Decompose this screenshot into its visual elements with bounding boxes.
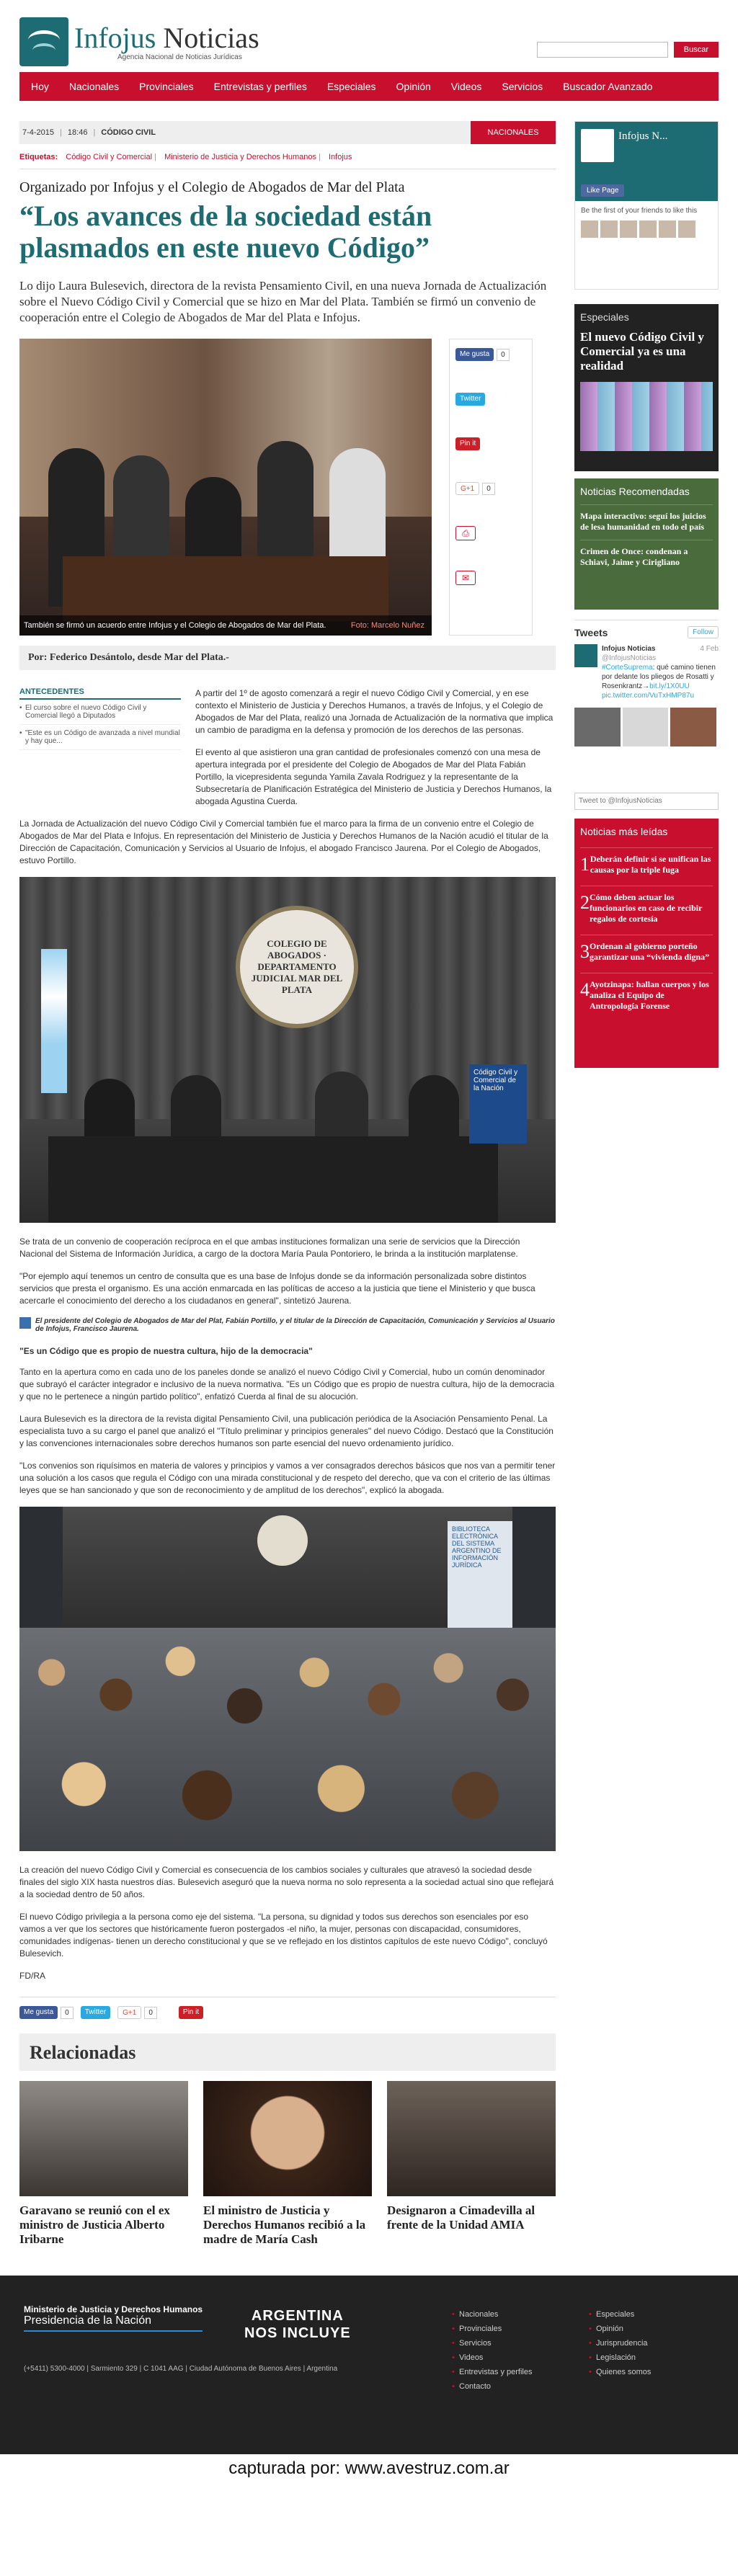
date-bar: 7-4-2015 | 18:46 | CÓDIGO CIVIL NACIONALES xyxy=(19,121,556,144)
page xyxy=(19,0,719,2247)
nav-servicios[interactable]: Servicios xyxy=(502,81,543,92)
ministerio-name: Ministerio de Justicia y Derechos Humanos xyxy=(24,2304,203,2314)
list-item-title[interactable]: Ayotzinapa: hallan cuerpos y los analiza el Equipo de Antropología Forense xyxy=(590,979,709,1011)
especiales-widget xyxy=(574,304,719,471)
argentina-logo xyxy=(244,2307,351,2342)
search-input[interactable] xyxy=(537,42,668,58)
mas-leidas-widget xyxy=(574,819,719,1068)
tweet-date: 4 Feb xyxy=(700,645,719,653)
follow-button[interactable]: Follow xyxy=(688,626,719,638)
especial-title[interactable]: El nuevo Código Civil y Comercial ya es una realidad xyxy=(580,330,704,373)
photo-caption xyxy=(19,1317,556,1333)
pinterest-button[interactable]: Pin it xyxy=(179,2006,203,2019)
footer-link[interactable]: • Contacto xyxy=(452,2382,532,2391)
footer-address: (+5411) 5300-4000 | Sarmiento 329 | C 1041 AAG | Ciudad Autónoma de Buenos Aires | Argentina xyxy=(24,2365,338,2373)
footer-link[interactable]: • Especiales xyxy=(589,2310,651,2319)
saij-banner: BIBLIOTECA ELECTRÓNICA DEL SISTEMA ARGENTINO DE INFORMACIÓN JURÍDICA xyxy=(448,1521,512,1636)
especial-image[interactable] xyxy=(580,382,713,451)
paragraph: Tanto en la apertura como en cada uno de los paneles donde se analizó el nuevo Código Civil y Comercial, hubo un común denominador que subrayó el carácter integrador e inclusivo de la nueva normativa. "Es un Código que es propio de nuestra cultura, hijo de la democracia y que no le pertenece a ningún partido político", enfatizó Cuerda al final de su alocución. xyxy=(19,1367,555,1401)
site-footer xyxy=(0,2276,738,2454)
tags-row: Etiquetas: Código Civil y Comercial | Ministerio de Justicia y Derechos Humanos | Infojus xyxy=(19,144,556,169)
paragraph: La creación del nuevo Código Civil y Comercial es consecuencia de los cambios sociales y culturales que atravesó la sociedad desde finales del siglo XIX hasta nuestros días. Bulesevich aseguró que la nueva norma no solo representa a la sociedad actual sino que reflejará a la sociedad dentro de 50 años. xyxy=(19,1865,554,1899)
related-news xyxy=(19,2033,556,2247)
argentina-text: ARGENTINA xyxy=(251,2308,344,2324)
footer-link[interactable]: • Provinciales xyxy=(452,2325,532,2333)
google-plus-button[interactable]: G+1 xyxy=(117,2006,141,2019)
tweet-handle[interactable]: @InfojusNoticias xyxy=(602,654,657,662)
avatar[interactable] xyxy=(659,220,676,238)
article xyxy=(19,121,556,2247)
colegio-seal xyxy=(236,906,358,1028)
nav-nacionales[interactable]: Nacionales xyxy=(68,81,120,92)
google-plus-count: 0 xyxy=(482,483,495,495)
share-sidebar xyxy=(449,339,533,636)
logo-icon xyxy=(19,17,68,66)
widget-heading: Noticias más leídas xyxy=(580,826,668,837)
photo-credit: Foto: Marcelo Nuñez xyxy=(350,621,424,630)
list-item-title[interactable]: Ordenan al gobierno porteño garantizar una “vivienda digna” xyxy=(590,941,710,962)
facebook-note: Be the first of your friends to like this xyxy=(581,207,698,215)
related-item[interactable] xyxy=(387,2081,556,2247)
related-thumbnail[interactable] xyxy=(19,2081,188,2196)
footer-link[interactable]: • Nacionales xyxy=(452,2310,532,2319)
facebook-like-count: 0 xyxy=(497,349,510,361)
capture-credit: capturada por: www.avestruz.com.ar xyxy=(228,2459,510,2478)
ministerio-logo[interactable] xyxy=(24,2304,203,2332)
recommended-link[interactable]: Crimen de Once: condenan a Schiavi, Jaime y Cirigliano xyxy=(580,540,713,568)
recommended-link[interactable]: Mapa interactivo: seguí los juicios de lesa humanidad en todo el país xyxy=(580,504,713,532)
google-plus-button[interactable]: G+1 xyxy=(455,482,479,495)
footer-links xyxy=(452,2310,532,2397)
logo-word-noticias: Noticias xyxy=(163,21,259,54)
list-item[interactable] xyxy=(580,935,713,963)
colegio-seal xyxy=(257,1515,308,1566)
nav-videos[interactable]: Videos xyxy=(450,81,482,92)
tag-link[interactable]: Código Civil y Comercial xyxy=(66,153,153,161)
article-author: Por: Federico Desántolo, desde Mar del Plata.- xyxy=(19,646,556,670)
list-item[interactable] xyxy=(580,847,713,875)
twitter-share-button[interactable]: Twitter xyxy=(455,393,485,406)
sidebar xyxy=(574,121,719,2247)
nav-opinion[interactable]: Opinión xyxy=(396,81,431,92)
photo-caption-text: El presidente del Colegio de Abogados de Mar del Plat, Fabián Portillo, y el titular de la Dirección de Capacitación, Comunicación y Servicios al Usuario de Infojus, Francisco Jaurena. xyxy=(35,1317,555,1333)
tweet-images[interactable] xyxy=(574,708,719,746)
article-subheading: "Es un Código que es propio de nuestra cultura, hijo de la democracia" xyxy=(19,1346,313,1356)
footer-link[interactable]: • Quienes somos xyxy=(589,2368,651,2376)
section-badge[interactable]: NACIONALES xyxy=(471,121,556,144)
article-title: “Los avances de la sociedad están plasmados en este nuevo Código” xyxy=(19,200,432,264)
share-bar-bottom xyxy=(19,1997,556,2019)
tag-link[interactable]: Infojus xyxy=(328,153,352,161)
related-item[interactable] xyxy=(203,2081,372,2247)
paragraph: La Jornada de Actualización del nuevo Código Civil y Comercial también fue el marco para la firma de un convenio entre el Colegio de Abogados de Mar del Plata e Infojus. En representación del Ministerio de Justicia y Derechos Humanos de la Nación acudió el titular de la Dirección de Capacitación, Comunicación y Servicios al Usuario de Infojus, el abogado Francisco Jaurena. Por el Colegio de Abogados, estuvo Portillo. xyxy=(19,819,548,865)
tweet-hashtag[interactable]: #CorteSuprema xyxy=(602,664,653,672)
logo-subtitle: Agencia Nacional de Noticias Jurídicas xyxy=(117,53,242,61)
twitter-share-button[interactable]: Twitter xyxy=(81,2006,110,2019)
rank-number: 4 xyxy=(580,979,590,1000)
footer-link[interactable]: • Jurisprudencia xyxy=(589,2339,651,2348)
avatar[interactable] xyxy=(574,644,597,667)
search-button[interactable]: Buscar xyxy=(674,42,719,58)
recomendadas-widget xyxy=(574,478,719,610)
codigo-book: Código Civil y Comercial de la Nación xyxy=(469,1064,527,1144)
nav-provinciales[interactable]: Provinciales xyxy=(139,81,194,92)
nav-especiales[interactable]: Especiales xyxy=(326,81,376,92)
nav-buscador-avanzado[interactable]: Buscador Avanzado xyxy=(563,81,653,92)
paragraph: Se trata de un convenio de cooperación recíproca en el que ambas instituciones formalizan una serie de servicios que la Dirección Nacional del Sistema de Información Jurídica, a cargo de la doctora María Paula Pontoriero, le brinda a la institución marplatense. xyxy=(19,1236,520,1259)
avatar[interactable] xyxy=(639,220,657,238)
related-title[interactable]: Garavano se reunió con el ex ministro de Justicia Alberto Iribarne xyxy=(19,2203,170,2246)
paragraph: Laura Bulesevich es la directora de la revista digital Pensamiento Civil, una publicación periódica de la Asociación Pensamiento Penal. La especialista tuvo a su cargo el panel que analizó el "Título preliminar y principios generales" del nuevo Código. Destacó que la Constitución y las convenciones internacionales sobre derechos humanos son parte esencial del nuevo ordenamiento jurídico. xyxy=(19,1414,554,1448)
article-date: 7-4-2015 xyxy=(22,128,55,137)
widget-heading: Noticias Recomendadas xyxy=(580,486,690,497)
pinterest-button[interactable]: Pin it xyxy=(455,437,480,450)
tweet-to-input[interactable]: Tweet to @InfojusNoticias xyxy=(574,793,719,810)
nav-entrevistas[interactable]: Entrevistas y perfiles xyxy=(213,81,307,92)
footer-link[interactable]: • Servicios xyxy=(452,2339,532,2348)
footer-link[interactable]: • Entrevistas y perfiles xyxy=(452,2368,532,2376)
related-title[interactable]: Designaron a Cimadevilla al frente de la Unidad AMIA xyxy=(387,2203,535,2232)
seal-text: COLEGIO DE ABOGADOS · DEPARTAMENTO JUDICIAL MAR DEL PLATA xyxy=(251,938,343,995)
list-item-title[interactable]: Cómo deben actuar los funcionarios en caso de recibir regalos de cortesía xyxy=(590,892,703,924)
paragraph: El nuevo Código privilegia a la persona como eje del sistema. "La persona, su dignidad y todos sus derechos son esenciales por eso vamos a ver que los sectores que históricamente fueron postergados -el niño, la mujer, personas con discapacidad, consumidores, comunidades indígenas- tienen un derecho constitucional y que se ve reflejado en los distintos capítulos de este nuevo Código", concluyó Bulesevich. xyxy=(19,1912,548,1958)
antecedente-link[interactable]: • "Este es un Código de avanzada a nivel mundial y hay que... xyxy=(19,725,181,750)
footer-links xyxy=(589,2310,651,2382)
paragraph: El evento al que asistieron una gran cantidad de profesionales comenzó con una mesa de apertura integrada por el presidente del Colegio de Abogados de Mar del Plata Fabián Portillo, la vicepresidenta segunda Yamila Zavala Rodriguez y la representante de la Subsecretaría de Planificación Estratégica del Ministerio de Justicia y Derechos Humanos, la abogada Agustina Cuerda. xyxy=(195,747,552,806)
related-item[interactable] xyxy=(19,2081,188,2247)
footer-link[interactable]: • Videos xyxy=(452,2353,532,2362)
presidencia-name: Presidencia de la Nación xyxy=(24,2314,203,2332)
widget-heading: Especiales xyxy=(580,311,629,323)
facebook-page-name[interactable]: Infojus N... xyxy=(618,130,668,142)
article-category[interactable]: CÓDIGO CIVIL xyxy=(101,128,156,137)
article-kicker: Organizado por Infojus y el Colegio de Abogados de Mar del Plata xyxy=(19,179,405,195)
article-main-photo xyxy=(19,339,432,636)
nav-hoy[interactable]: Hoy xyxy=(31,81,49,92)
related-title[interactable]: El ministro de Justicia y Derechos Humanos recibió a la madre de María Cash xyxy=(203,2203,366,2246)
tweet-link[interactable]: pic.twitter.com/VuTxHMP87u xyxy=(602,692,695,700)
avatar[interactable] xyxy=(581,220,598,238)
google-plus-count: 0 xyxy=(144,2007,157,2019)
facebook-like-button[interactable]: Me gusta xyxy=(19,2006,58,2019)
list-item[interactable] xyxy=(580,886,713,924)
tags-label: Etiquetas: xyxy=(19,153,58,161)
tweet-text: : qué camino tienen por delante los pliegos de Rosatti y Rosenkrantz→ xyxy=(602,664,716,690)
article-time: 18:46 xyxy=(67,128,88,137)
paragraph: "Los convenios son riquísimos en materia de valores y principios y vamos a ver consagrados derechos básicos que nos van a permitir tener una solución a los casos que regula el Código con una mirada constitucional y de respeto del derecho, que va con el criterio de las últimas leyes que se han sancionado y que son de reconocimiento y de amplitud de los derechos", explicó la abogada. xyxy=(19,1461,556,1495)
facebook-like-count: 0 xyxy=(61,2007,74,2019)
related-heading: Relacionadas xyxy=(19,2033,556,2071)
main-nav xyxy=(19,72,719,101)
rank-number: 3 xyxy=(580,941,590,962)
site-header xyxy=(19,0,719,72)
tweet xyxy=(574,644,719,700)
tweet-user[interactable]: Infojus Noticias xyxy=(602,645,656,653)
widget-heading: Tweets xyxy=(574,626,608,638)
antecedentes-box xyxy=(19,687,181,818)
tag-link[interactable]: Ministerio de Justicia y Derechos Humanos xyxy=(164,153,316,161)
related-thumbnail[interactable] xyxy=(203,2081,372,2196)
avatar[interactable] xyxy=(620,220,637,238)
facebook-faces xyxy=(575,220,718,238)
nos-incluye-text: NOS INCLUYE xyxy=(244,2325,351,2341)
avatar[interactable] xyxy=(600,220,618,238)
twitter-widget xyxy=(574,620,719,814)
image-icon xyxy=(19,1317,31,1329)
page-avatar[interactable] xyxy=(581,129,614,162)
facebook-like-page-button[interactable]: Like Page xyxy=(581,184,624,197)
facebook-widget xyxy=(574,121,719,290)
list-item-title[interactable]: Deberán definir si se unifican las causas por la triple fuga xyxy=(590,854,711,875)
facebook-like-button[interactable]: Me gusta xyxy=(455,348,494,361)
related-thumbnail[interactable] xyxy=(387,2081,556,2196)
antecedentes-title: ANTECEDENTES xyxy=(19,687,181,700)
article-photo-audience xyxy=(19,1507,556,1851)
site-logo[interactable] xyxy=(19,17,259,66)
mail-icon[interactable]: ✉ xyxy=(455,571,476,585)
footer-link[interactable]: • Opinión xyxy=(589,2325,651,2333)
print-icon[interactable]: ⎙ xyxy=(455,526,476,540)
paragraph: A partir del 1º de agosto comenzará a regir el nuevo Código Civil y Comercial, y en ese contexto el Ministerio de Justicia y Derechos Humanos, a través de Infojus, y el Colegio de Abogados de Mar del Plata, realizó una Jornada de Actualización de la normativa que implica un cambio de paradigma en la defensa y promoción de los derechos de las personas. xyxy=(195,688,554,735)
article-signature: FD/RA xyxy=(19,1971,45,1981)
antecedente-link[interactable]: • El curso sobre el nuevo Código Civil y Comercial llegó a Diputados xyxy=(19,700,181,725)
search-form xyxy=(537,42,719,58)
avatar[interactable] xyxy=(678,220,695,238)
article-photo-signing xyxy=(19,877,556,1223)
rank-number: 2 xyxy=(580,892,590,913)
footer-link[interactable]: • Legislación xyxy=(589,2353,651,2362)
logo-word-infojus: Infojus xyxy=(74,21,156,54)
tweet-link[interactable]: bit.ly/1X0UU xyxy=(649,682,690,690)
photo-caption: También se firmó un acuerdo entre Infojus y el Colegio de Abogados de Mar del Plata. xyxy=(19,615,432,636)
rank-number: 1 xyxy=(580,854,590,875)
paragraph: "Por ejemplo aquí tenemos un centro de consulta que es una base de Infojus donde se da información personalizada sobre distintos servicios que presta el organismo. Es una acción enmarcada en las políticas de acceso a la justicia que tiene el Ministerio y que busca acercarle el conocimiento del derecho a los ciudadanos en general", sintetizó Jaurena. xyxy=(19,1271,535,1306)
list-item[interactable] xyxy=(580,973,713,1012)
article-lead: Lo dijo Laura Bulesevich, directora de la revista Pensamiento Civil, en una nueva Jornada de Actualización sobre el Nuevo Código Civil y Comercial que se hizo en Mar del Plata. También se firmó un convenio de cooperación entre el Colegio de Abogados de Mar del Plata e Infojus. xyxy=(19,279,547,324)
